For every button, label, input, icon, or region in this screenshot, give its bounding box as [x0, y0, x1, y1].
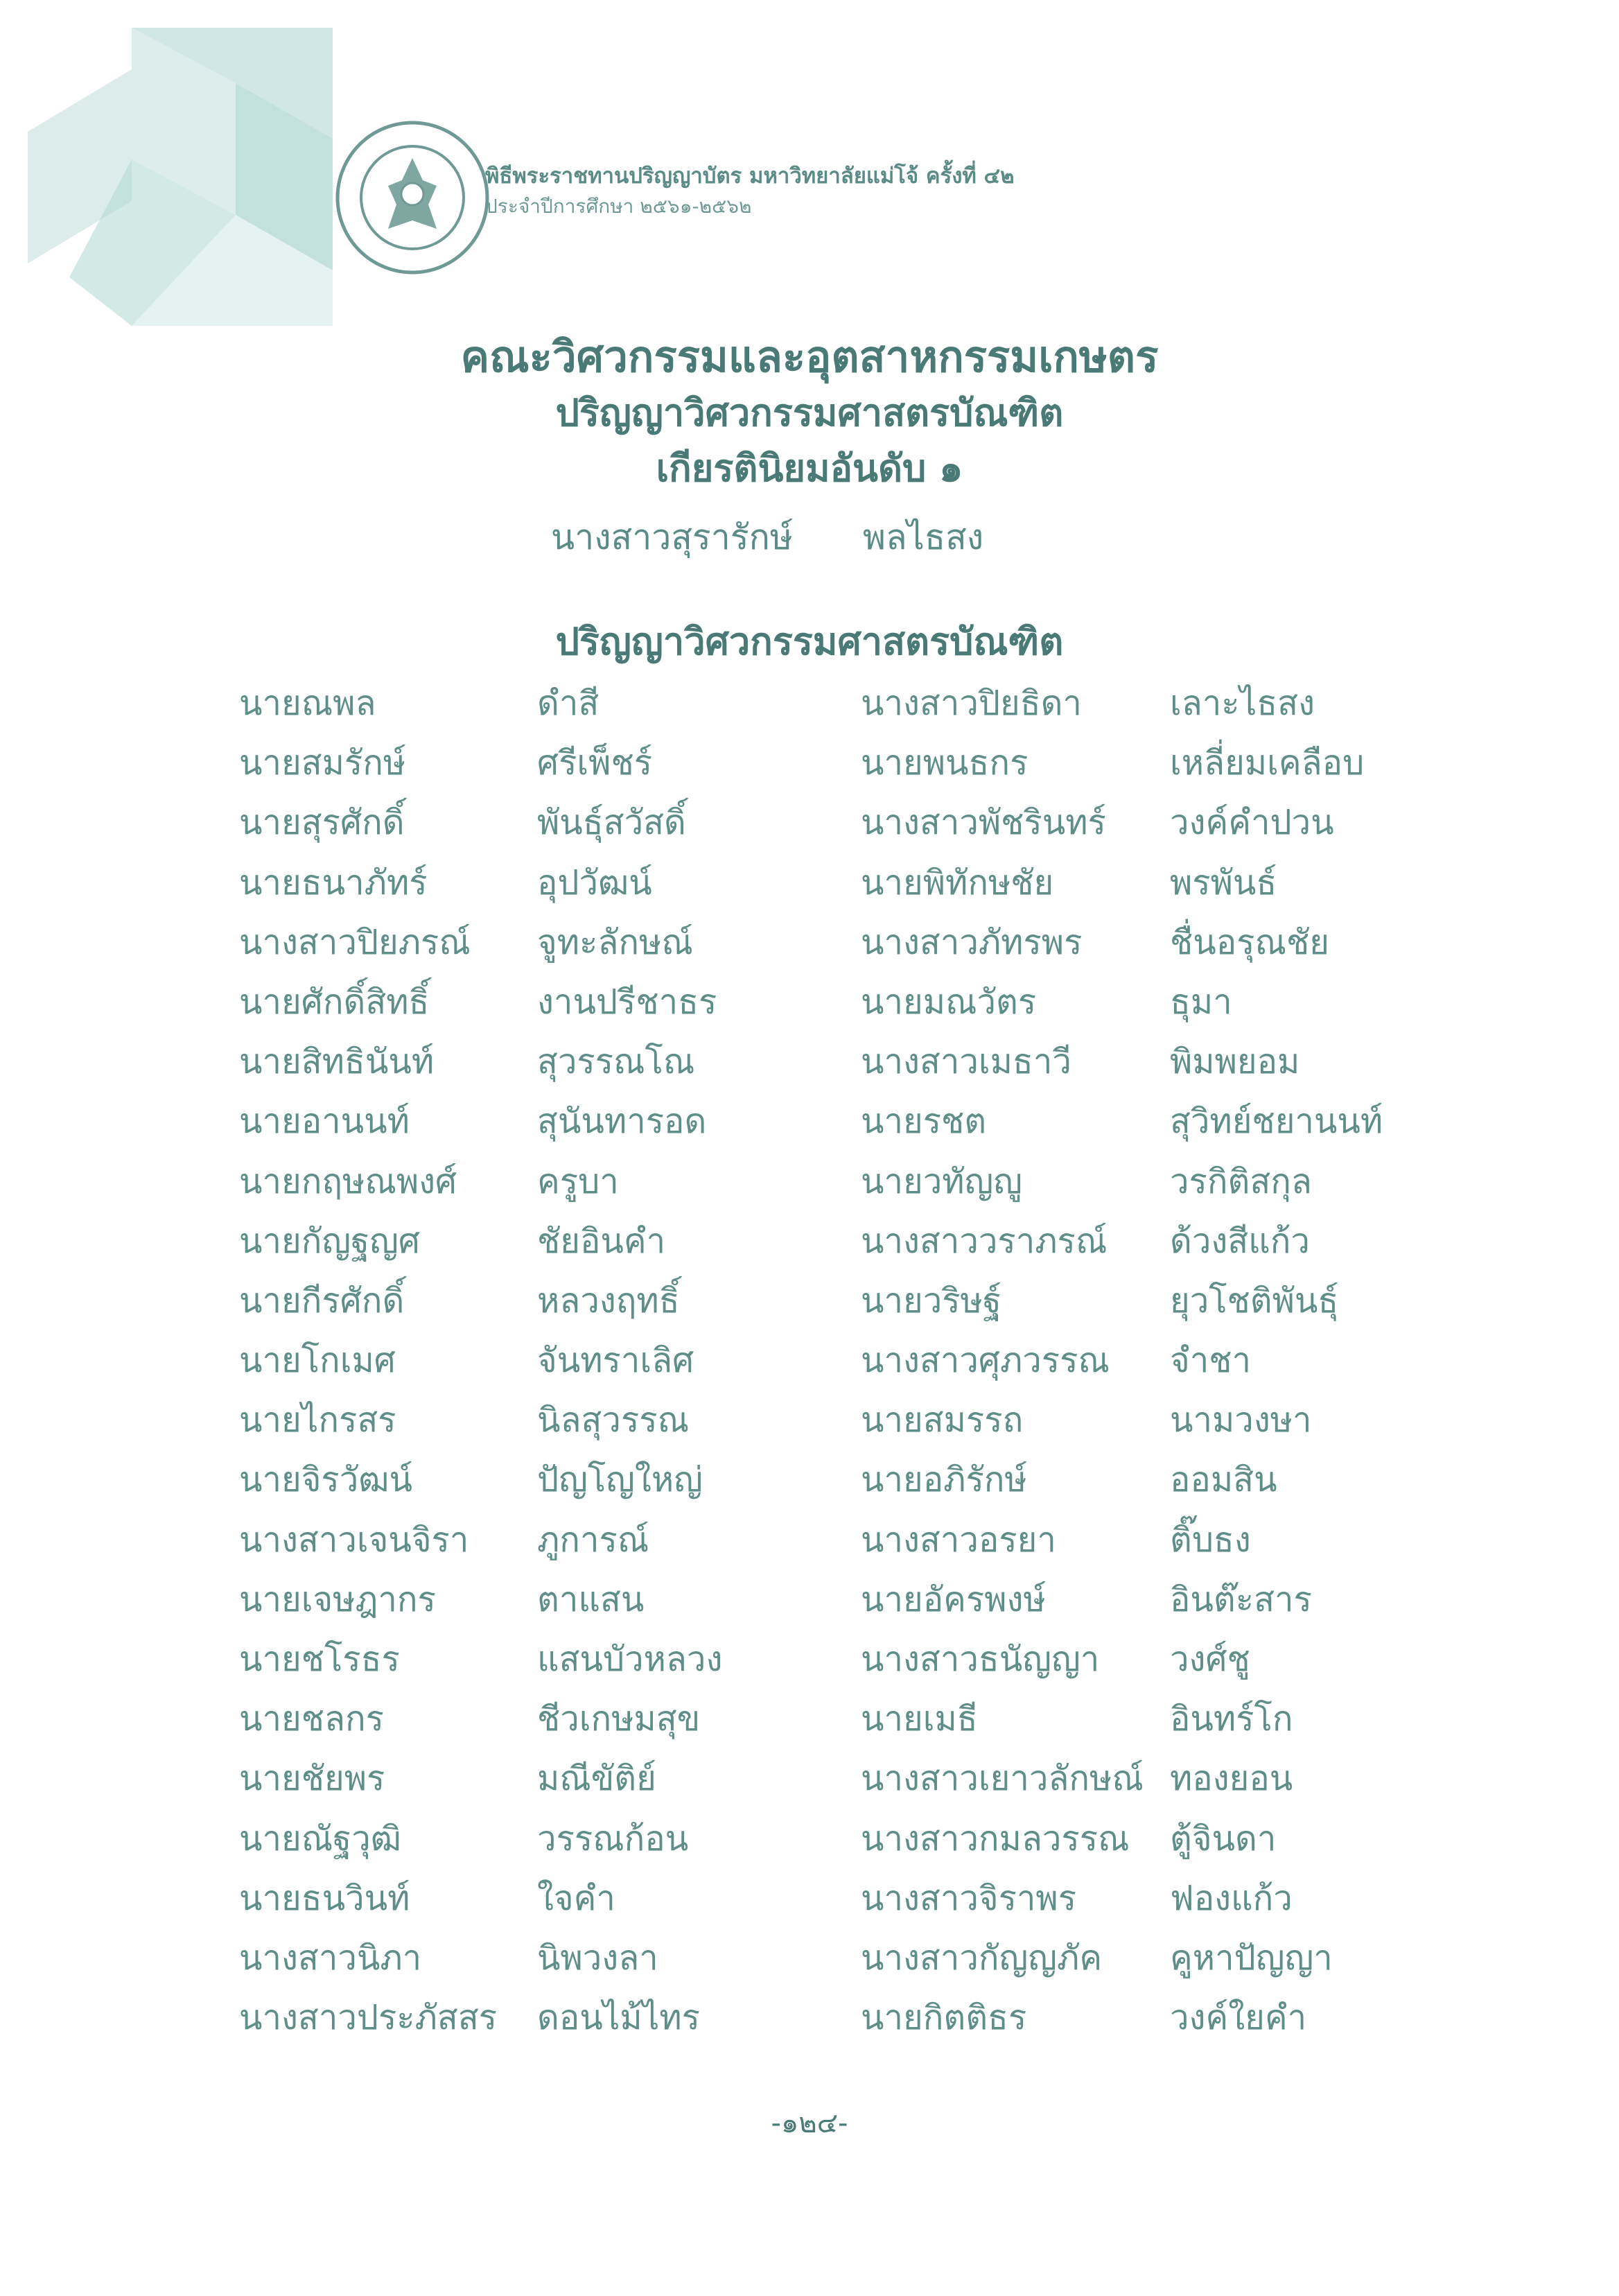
regular-degree-title: ปริญญาวิศวกรรมศาสตรบัณฑิต: [555, 620, 1064, 663]
graduate-row: [0, 1572, 1619, 1632]
left-first-name: นายธนวินท์: [239, 1878, 410, 1918]
left-first-name: นายธนาภัทร์: [239, 862, 428, 903]
right-last-name: จำชา: [1170, 1341, 1251, 1381]
right-last-name: วรกิติสกุล: [1170, 1161, 1312, 1201]
left-last-name: แสนบัวหลวง: [537, 1640, 723, 1679]
right-first-name: นางสาววราภรณ์: [861, 1221, 1108, 1261]
graduate-row: [0, 1811, 1619, 1871]
left-first-name: นายชัยพร: [239, 1759, 385, 1799]
left-first-name: นายสิทธินันท์: [239, 1042, 435, 1082]
left-first-name: นางสาวเจนจิรา: [239, 1520, 469, 1560]
graduate-row: [0, 1214, 1619, 1273]
graduate-row: [0, 1034, 1619, 1094]
right-last-name: วงค์คำปวน: [1170, 803, 1334, 843]
right-first-name: นายวริษฐ์: [861, 1280, 1001, 1321]
right-last-name: ติ๊บธง: [1170, 1520, 1251, 1560]
left-last-name: ดอนไม้ไทร: [537, 1998, 700, 2038]
right-first-name: นายกิตติธร: [861, 1998, 1027, 2038]
left-last-name: ดำสี: [537, 684, 600, 723]
right-last-name: ฟองแก้ว: [1170, 1878, 1293, 1918]
graduate-row: [0, 1333, 1619, 1393]
ceremony-title: พิธีพระราชทานปริญญาบัตร มหาวิทยาลัยแม่โจ้ ครั้งที่ ๔๒: [485, 164, 1015, 189]
right-last-name: พิมพยอม: [1170, 1042, 1300, 1082]
graduate-row: [0, 1393, 1619, 1452]
left-first-name: นายณัฐวุฒิ: [239, 1818, 401, 1859]
left-last-name: หลวงฤทธิ์: [537, 1280, 680, 1321]
left-first-name: นายกฤษณพงศ์: [239, 1161, 457, 1201]
left-first-name: นายกีรศักดิ์: [239, 1280, 405, 1321]
left-first-name: นายชลกร: [239, 1699, 384, 1739]
left-last-name: ชีวเกษมสุข: [537, 1699, 701, 1739]
right-first-name: นางสาวกมลวรรณ: [861, 1818, 1130, 1859]
graduate-row: [0, 975, 1619, 1034]
left-first-name: นายชโรธร: [239, 1640, 400, 1679]
right-first-name: นางสาวภัทรพร: [861, 922, 1083, 962]
left-last-name: ศรีเพ็ชร์: [537, 743, 653, 783]
left-last-name: ครูบา: [537, 1161, 619, 1201]
left-first-name: นายจิรวัฒน์: [239, 1460, 413, 1500]
left-last-name: งานปรีชาธร: [537, 982, 717, 1022]
left-last-name: ปัญโญใหญ่: [537, 1460, 703, 1500]
graduate-row: [0, 1094, 1619, 1154]
honor-degree-title: ปริญญาวิศวกรรมศาสตรบัณฑิต: [555, 391, 1064, 435]
right-first-name: นายมณวัตร: [861, 982, 1037, 1022]
graduate-list: [0, 676, 1619, 2050]
graduate-row: [0, 1513, 1619, 1572]
right-first-name: นางสาวพัชรินทร์: [861, 803, 1106, 843]
left-last-name: มณีขัติย์: [537, 1759, 656, 1799]
graduate-row: [0, 855, 1619, 915]
right-last-name: ออมสิน: [1170, 1460, 1277, 1500]
graduate-row: [0, 1990, 1619, 2050]
left-first-name: นายกัญฐญศ: [239, 1221, 421, 1261]
right-last-name: อินทร์โก: [1170, 1699, 1293, 1739]
left-first-name: นางสาวนิภา: [239, 1938, 422, 1978]
left-last-name: จันทราเลิศ: [537, 1341, 694, 1381]
right-first-name: นายเมธี: [861, 1699, 978, 1739]
left-last-name: ตาแสน: [537, 1579, 645, 1619]
left-first-name: นายสุรศักดิ์: [239, 803, 405, 843]
graduate-row: [0, 1751, 1619, 1811]
left-last-name: ชัยอินคำ: [537, 1221, 666, 1261]
left-first-name: นายไกรสร: [239, 1400, 396, 1441]
right-first-name: นางสาวอรยา: [861, 1520, 1056, 1560]
left-first-name: นายณพล: [239, 684, 376, 723]
left-first-name: นางสาวประภัสสร: [239, 1998, 498, 2038]
right-first-name: นายรชต: [861, 1102, 987, 1142]
left-first-name: นายศักดิ์สิทธิ์: [239, 982, 430, 1022]
graduate-row: [0, 1931, 1619, 1990]
graduate-row: [0, 736, 1619, 795]
right-first-name: นางสาวกัญญภัค: [861, 1938, 1103, 1978]
right-last-name: เลาะไธสง: [1170, 684, 1315, 723]
faculty-title: คณะวิศวกรรมและอุตสาหกรรมเกษตร: [460, 331, 1159, 382]
left-last-name: นิลสุวรรณ: [537, 1400, 690, 1441]
left-first-name: นางสาวปิยภรณ์: [239, 922, 471, 962]
right-last-name: ทองยอน: [1170, 1759, 1293, 1799]
graduate-row: [0, 1632, 1619, 1691]
graduate-row: [0, 1871, 1619, 1931]
honor-level-title: เกียรตินิยมอันดับ ๑: [656, 446, 963, 490]
right-first-name: นางสาวเมธาวี: [861, 1042, 1071, 1082]
graduate-row: [0, 1273, 1619, 1333]
right-last-name: คูหาปัญญา: [1170, 1938, 1333, 1978]
page-number: -๑๒๔-: [771, 2107, 848, 2139]
left-first-name: นายเจษฎากร: [239, 1579, 436, 1619]
background-hexagon-graphic: [28, 28, 333, 326]
graduate-row: [0, 915, 1619, 975]
right-last-name: ชื่นอรุณชัย: [1170, 922, 1329, 962]
graduate-row: [0, 795, 1619, 855]
right-last-name: วงค์ใยคำ: [1170, 1998, 1307, 2038]
right-last-name: ยุวโชติพันธุ์: [1170, 1280, 1339, 1321]
right-last-name: อินต๊ะสาร: [1170, 1579, 1312, 1619]
graduate-row: [0, 1691, 1619, 1751]
right-first-name: นายอภิรักษ์: [861, 1460, 1027, 1500]
graduate-row: [0, 676, 1619, 736]
left-last-name: สุนันทารอด: [537, 1102, 707, 1142]
left-first-name: นายสมรักษ์: [239, 743, 406, 783]
right-first-name: นายพนธกร: [861, 743, 1029, 783]
right-first-name: นายวทัญญู: [861, 1161, 1023, 1201]
left-last-name: อุปวัฒน์: [537, 862, 652, 903]
right-last-name: ตู้จินดา: [1170, 1818, 1277, 1859]
left-first-name: นายอานนท์: [239, 1102, 410, 1142]
academic-year: ประจำปีการศึกษา ๒๕๖๑-๒๕๖๒: [485, 195, 752, 218]
right-first-name: นางสาวจิราพร: [861, 1878, 1077, 1918]
left-last-name: พันธุ์สวัสดิ์: [537, 803, 686, 843]
graduate-row: [0, 1154, 1619, 1214]
left-last-name: จูทะลักษณ์: [537, 922, 693, 962]
left-first-name: นายโกเมศ: [239, 1341, 396, 1381]
right-last-name: เหลี่ยมเคลือบ: [1170, 743, 1365, 783]
left-last-name: สุวรรณโณ: [537, 1042, 695, 1082]
honor-recipient-first-name: นางสาวสุรารักษ์: [551, 517, 793, 557]
right-last-name: สุวิทย์ชยานนท์: [1170, 1102, 1383, 1142]
right-last-name: ธุมา: [1170, 982, 1232, 1022]
maejo-university-seal-icon: [333, 118, 492, 277]
right-first-name: นางสาวธนัญญา: [861, 1640, 1100, 1679]
right-first-name: นางสาวศุภวรรณ: [861, 1341, 1110, 1381]
right-last-name: ด้วงสีแก้ว: [1170, 1221, 1310, 1261]
right-first-name: นางสาวปิยธิดา: [861, 684, 1082, 723]
honor-recipient-last-name: พลไธสง: [863, 517, 984, 557]
left-last-name: ภูการณ์: [537, 1520, 649, 1560]
right-first-name: นายพิทักษชัย: [861, 862, 1054, 903]
left-last-name: วรรณก้อน: [537, 1818, 689, 1859]
right-last-name: วงศ์ชู: [1170, 1640, 1250, 1679]
graduate-row: [0, 1452, 1619, 1512]
left-last-name: ใจคำ: [537, 1878, 615, 1918]
right-last-name: นามวงษา: [1170, 1400, 1312, 1441]
right-last-name: พรพันธ์: [1170, 862, 1277, 903]
right-first-name: นายสมรรถ: [861, 1400, 1024, 1441]
right-first-name: นางสาวเยาวลักษณ์: [861, 1759, 1144, 1799]
right-first-name: นายอัครพงษ์: [861, 1579, 1046, 1619]
left-last-name: นิพวงลา: [537, 1938, 658, 1978]
